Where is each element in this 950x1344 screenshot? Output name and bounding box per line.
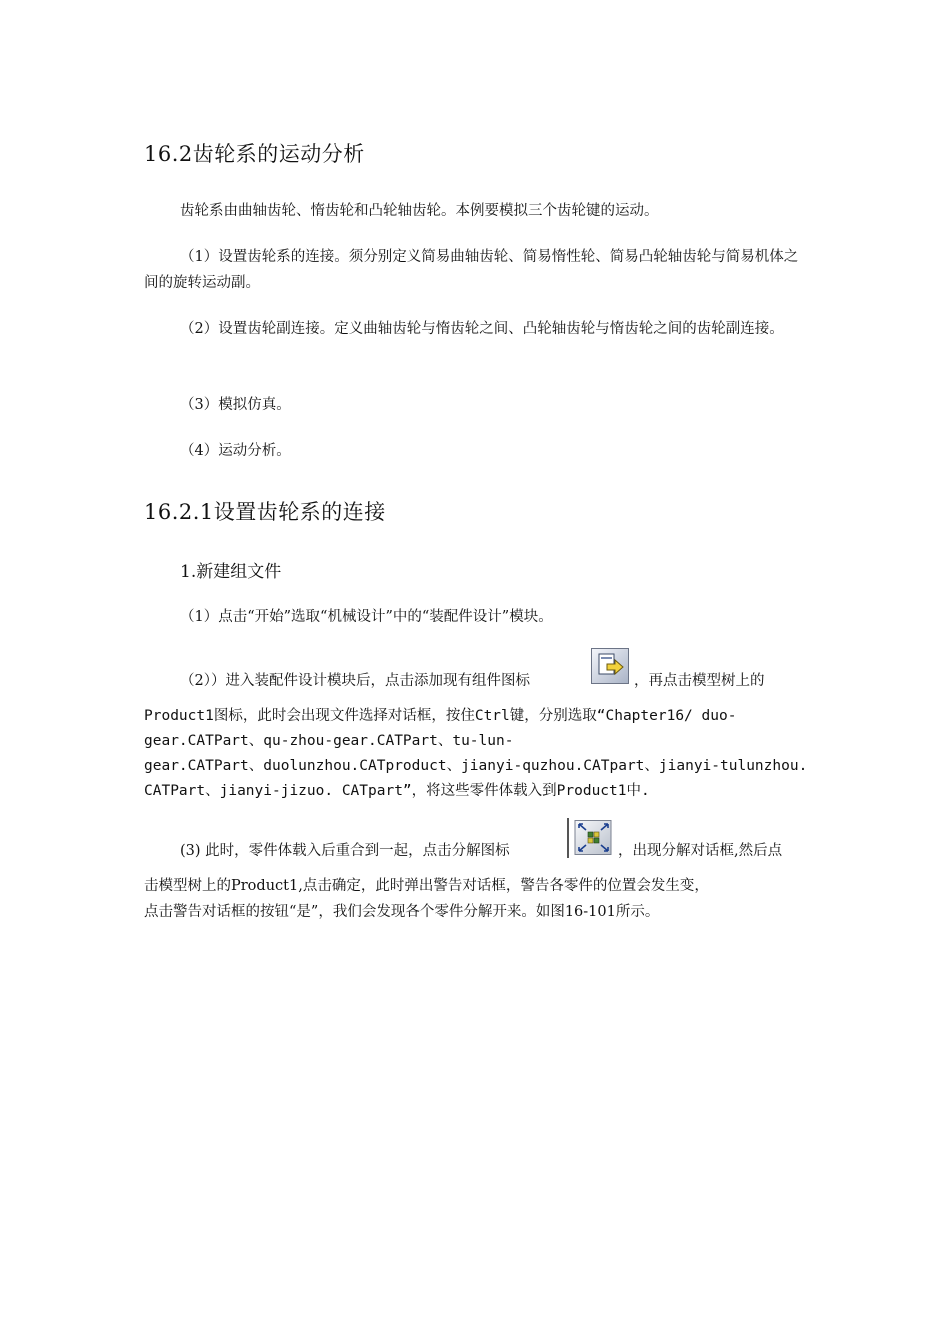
section-title: 16.2齿轮系的运动分析: [144, 142, 365, 166]
subsection-title: 16.2.1设置齿轮系的连接: [144, 500, 386, 524]
para3-line1-b: ，出现分解对话框,然后点: [618, 843, 783, 859]
para2-line4: gear.CATPart、duolunzhou.CATproduct、jianyi-quzhou.CATpart、jianyi-tulunzhou.: [144, 758, 808, 774]
para3-line2: 击模型树上的Product1,点击确定，此时弹出警告对话框，警告各零件的位置会发生变，: [144, 878, 709, 894]
para3-line3: 点击警告对话框的按钮“是”，我们会发现各个零件分解开来。如图16-101所示。: [144, 904, 660, 920]
para2-line3: gear.CATPart、qu-zhou-gear.CATPart、tu-lun-: [144, 733, 514, 749]
step-3-paragraph: （3）模拟仿真。: [180, 397, 291, 413]
para1: （1）点击“开始”选取“机械设计”中的“装配件设计”模块。: [180, 609, 553, 625]
step-2-paragraph: （2）设置齿轮副连接。定义曲轴齿轮与惰齿轮之间、凸轮轴齿轮与惰齿轮之间的齿轮副连接。: [180, 321, 784, 337]
para3-line1-a: (3) 此时，零件体载入后重合到一起，点击分解图标: [180, 843, 510, 859]
add-existing-component-icon: [591, 648, 629, 684]
step-4-paragraph: （4）运动分析。: [180, 443, 291, 459]
explode-icon: [567, 818, 613, 858]
para2-line5: CATPart、jianyi-jizuo. CATpart”，将这些零件体载入到Product1中.: [144, 783, 650, 799]
para2-line1-b: ，再点击模型树上的: [634, 673, 765, 689]
subheading: 1.新建组文件: [180, 562, 282, 582]
step-1-paragraph: （1）设置齿轮系的连接。须分别定义简易曲轴齿轮、简易惰性轮、简易凸轮轴齿轮与简易机体之间的旋转运动副。: [144, 249, 799, 291]
para2-line1-a: （2））进入装配件设计模块后，点击添加现有组件图标: [180, 673, 530, 689]
para2-line2: Product1图标，此时会出现文件选择对话框，按住Ctrl键，分别选取“Chapter16/ duo-: [144, 708, 737, 724]
intro-paragraph: 齿轮系由曲轴齿轮、惰齿轮和凸轮轴齿轮。本例要模拟三个齿轮键的运动。: [180, 203, 659, 219]
